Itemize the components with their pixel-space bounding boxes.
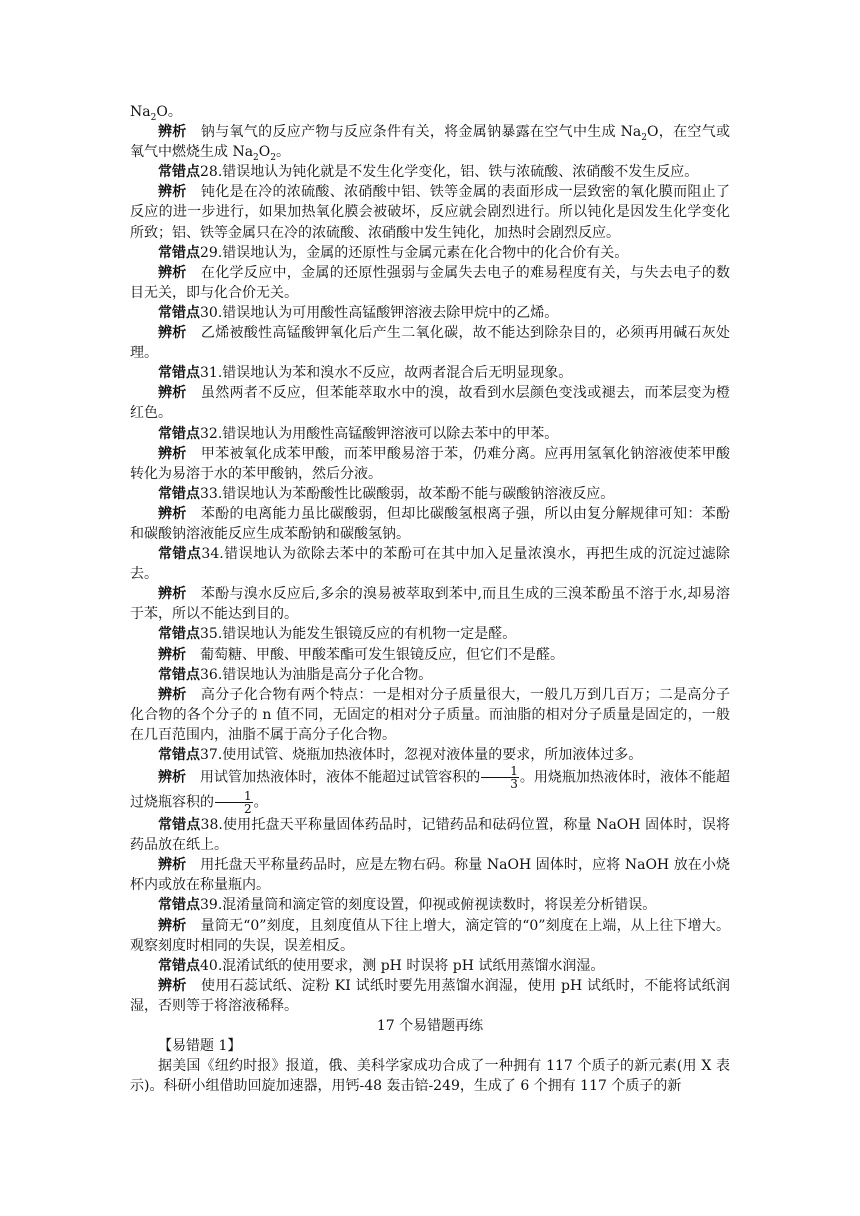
fragment-text-end: O。 bbox=[156, 104, 182, 120]
analysis-text: 。 bbox=[276, 144, 290, 161]
error-point-35 bbox=[130, 624, 730, 644]
analysis-label: 辨析 bbox=[158, 917, 187, 934]
analysis-text: 用试管加热液体时，液体不能超过试管容积的 bbox=[200, 769, 481, 786]
error-text: 34.错误地认为欲除去苯中的苯酚可在其中加入足量浓溴水，再把生成的沉淀过滤除去。 bbox=[130, 546, 731, 583]
analysis-text: 甲苯被氧化成苯甲酸，而苯甲酸易溶于苯，仍难分离。应再用氢氧化钠溶液使苯甲酸转化为易溶于水的苯甲酸钠，然后分液。 bbox=[130, 445, 731, 482]
error-text: 28.错误地认为钝化就是不发生化学变化，铝、铁与浓硫酸、浓硝酸不发生反应。 bbox=[200, 164, 699, 181]
fraction-one-half bbox=[215, 790, 253, 815]
error-label: 常错点 bbox=[158, 626, 200, 643]
analysis-paragraph bbox=[130, 645, 730, 665]
analysis-text: 虽然两者不反应，但苯能萃取水中的溴，故看到水层颜色变浅或褪去，而苯层变为橙红色。 bbox=[130, 385, 731, 422]
error-label: 常错点 bbox=[158, 304, 200, 321]
analysis-label: 辨析 bbox=[158, 124, 187, 141]
error-text: 32.错误地认为用酸性高锰酸钾溶液可以除去苯中的甲苯。 bbox=[200, 425, 559, 442]
error-point-33 bbox=[130, 484, 730, 504]
fraction-denominator: 2 bbox=[244, 802, 252, 817]
fraction-numerator: 1 bbox=[481, 765, 519, 778]
analysis-label: 辨析 bbox=[158, 857, 187, 874]
analysis-text: 乙烯被酸性高锰酸钾氧化后产生二氧化碳，故不能达到除杂目的，必须再用碱石灰处理。 bbox=[130, 325, 731, 362]
error-point-38 bbox=[130, 815, 730, 855]
analysis-paragraph bbox=[130, 263, 730, 303]
question-label: 【易错题 1】 bbox=[158, 1038, 242, 1055]
analysis-paragraph bbox=[130, 976, 730, 1016]
analysis-text: 高分子化合物有两个特点：一是相对分子质量很大，一般几万到几百万；二是高分子化合物的各个分子的 n 值不同，无固定的相对分子质量。而油脂的相对分子质量是固定的，一般在几百范围内，油脂不属于高分子化合物。 bbox=[130, 686, 731, 743]
analysis-text: 苯酚与溴水反应后,多余的溴易被萃取到苯中,而且生成的三溴苯酚虽不溶于水,却易溶于苯，所以不能达到目的。 bbox=[130, 586, 730, 623]
error-label: 常错点 bbox=[158, 817, 201, 834]
error-point-36 bbox=[130, 665, 730, 685]
document-body bbox=[130, 102, 730, 1096]
error-label: 常错点 bbox=[158, 164, 200, 181]
error-text: 33.错误地认为苯酚酸性比碳酸弱，故苯酚不能与碳酸钠溶液反应。 bbox=[200, 485, 615, 502]
analysis-text: 。 bbox=[253, 794, 268, 811]
subscript: 2 bbox=[270, 152, 276, 163]
analysis-paragraph bbox=[130, 584, 730, 624]
analysis-paragraph bbox=[130, 685, 730, 745]
error-point-39 bbox=[130, 895, 730, 915]
analysis-paragraph bbox=[130, 323, 730, 363]
analysis-text: O bbox=[258, 144, 271, 161]
analysis-label: 辨析 bbox=[158, 686, 187, 703]
error-text: 39.混淆量筒和滴定管的刻度设置，仰视或俯视读数时，将误差分析错误。 bbox=[200, 897, 657, 914]
analysis-paragraph bbox=[130, 122, 730, 162]
analysis-text: 钝化是在冷的浓硫酸、浓硝酸中铝、铁等金属的表面形成一层致密的氧化膜而阻止了反应的进一步进行，如果加热氧化膜会被破坏，反应就会剧烈进行。所以钝化是因发生化学变化所致；铝、铁等金属只在冷的浓硫酸、浓硝酸中发生钝化，加热时会剧烈反应。 bbox=[130, 184, 731, 241]
analysis-paragraph bbox=[130, 916, 730, 956]
error-text: 40.混淆试纸的使用要求，测 pH 时误将 pH 试纸用蒸馏水润湿。 bbox=[200, 957, 605, 974]
analysis-label: 辨析 bbox=[158, 977, 187, 994]
analysis-text: O，在空气或氧气中燃烧生成 Na bbox=[130, 124, 731, 161]
analysis-label: 辨析 bbox=[158, 646, 186, 663]
error-text: 30.错误地认为可用酸性高锰酸钾溶液去除甲烷中的乙烯。 bbox=[200, 304, 559, 321]
analysis-text: 苯酚的电离能力虽比碳酸弱，但却比碳酸氢根离子强，所以由复分解规律可知：苯酚和碳酸钠溶液能反应生成苯酚钠和碳酸氢钠。 bbox=[130, 505, 731, 542]
analysis-paragraph-fractions bbox=[130, 765, 730, 815]
error-text: 37.使用试管、烧瓶加热液体时，忽视对液体量的要求，所加液体过多。 bbox=[200, 747, 643, 763]
error-label: 常错点 bbox=[158, 365, 200, 382]
analysis-label: 辨析 bbox=[158, 264, 187, 281]
analysis-paragraph bbox=[130, 504, 730, 544]
error-text: 31.错误地认为苯和溴水不反应，故两者混合后无明显现象。 bbox=[200, 365, 573, 382]
error-text: 35.错误地认为能发生银镜反应的有机物一定是醛。 bbox=[200, 626, 517, 643]
top-fragment bbox=[130, 102, 730, 122]
question-text: 据美国《纽约时报》报道，俄、美科学家成功合成了一种拥有 117 个质子的新元素(用 X 表示)。科研小组借助回旋加速器，用钙-48 轰击锫-249，生成了 6 个拥有 117 个质子的新 bbox=[130, 1058, 730, 1095]
error-label: 常错点 bbox=[158, 425, 200, 442]
error-text: 38.使用托盘天平称量固体药品时，记错药品和砝码位置，称量 NaOH 固体时，误将药品放在纸上。 bbox=[130, 817, 730, 854]
error-label: 常错点 bbox=[158, 485, 200, 502]
analysis-text: 钠与氧气的反应产物与反应条件有关，将金属钠暴露在空气中生成 Na bbox=[200, 124, 642, 141]
error-label: 常错点 bbox=[158, 244, 200, 261]
fragment-text: Na bbox=[130, 104, 151, 120]
analysis-text: 。用烧瓶加热液体时，液体不能超过烧瓶容积的 bbox=[130, 769, 731, 811]
analysis-label: 辨析 bbox=[158, 586, 187, 603]
section-title: 17 个易错题再练 bbox=[376, 1018, 484, 1035]
analysis-paragraph bbox=[130, 182, 730, 242]
subscript: 2 bbox=[253, 152, 259, 163]
analysis-label: 辨析 bbox=[158, 184, 187, 201]
error-label: 常错点 bbox=[158, 897, 200, 914]
subscript: 2 bbox=[641, 132, 647, 143]
error-point-34 bbox=[130, 544, 730, 584]
error-label: 常错点 bbox=[158, 747, 200, 763]
analysis-text: 使用石蕊试纸、淀粉 KI 试纸时要先用蒸馏水润湿，使用 pH 试纸时，不能将试纸润湿，否则等于将溶液稀释。 bbox=[130, 977, 730, 1014]
analysis-label: 辨析 bbox=[158, 505, 187, 522]
analysis-label: 辨析 bbox=[158, 385, 187, 402]
fragment-subscript: 2 bbox=[150, 112, 157, 123]
analysis-label: 辨析 bbox=[158, 325, 187, 342]
analysis-label: 辨析 bbox=[158, 445, 187, 462]
fraction-denominator: 3 bbox=[510, 777, 518, 792]
analysis-text: 量筒无“0”刻度，且刻度值从下往上增大，滴定管的“0”刻度在上端，从上往下增大。观察刻度时相同的失误，误差相反。 bbox=[130, 917, 730, 954]
analysis-label: 辨析 bbox=[158, 769, 187, 786]
error-point-28 bbox=[130, 162, 730, 182]
error-label: 常错点 bbox=[158, 546, 202, 563]
error-label: 常错点 bbox=[158, 957, 200, 974]
analysis-paragraph bbox=[130, 383, 730, 423]
analysis-paragraph bbox=[130, 855, 730, 895]
error-point-37 bbox=[130, 745, 730, 765]
error-point-31 bbox=[130, 363, 730, 383]
error-text: 29.错误地认为，金属的还原性与金属元素在化合物中的化合价有关。 bbox=[200, 244, 629, 261]
error-text: 36.错误地认为油脂是高分子化合物。 bbox=[200, 666, 433, 683]
fraction-one-third bbox=[481, 765, 519, 790]
analysis-text: 葡萄糖、甲酸、甲酸苯酯可发生银镜反应，但它们不是醛。 bbox=[200, 646, 564, 663]
analysis-text: 用托盘天平称量药品时，应是左物右码。称量 NaOH 固体时，应将 NaOH 放在小烧杯内或放在称量瓶内。 bbox=[130, 857, 730, 894]
error-point-32 bbox=[130, 424, 730, 444]
error-point-29 bbox=[130, 243, 730, 263]
fraction-numerator: 1 bbox=[215, 790, 253, 803]
error-label: 常错点 bbox=[158, 666, 200, 683]
analysis-paragraph bbox=[130, 444, 730, 484]
error-point-40 bbox=[130, 956, 730, 976]
analysis-text: 在化学反应中，金属的还原性强弱与金属失去电子的难易程度有关，与失去电子的数目无关，即与化合价无关。 bbox=[130, 264, 731, 301]
error-point-30 bbox=[130, 303, 730, 323]
